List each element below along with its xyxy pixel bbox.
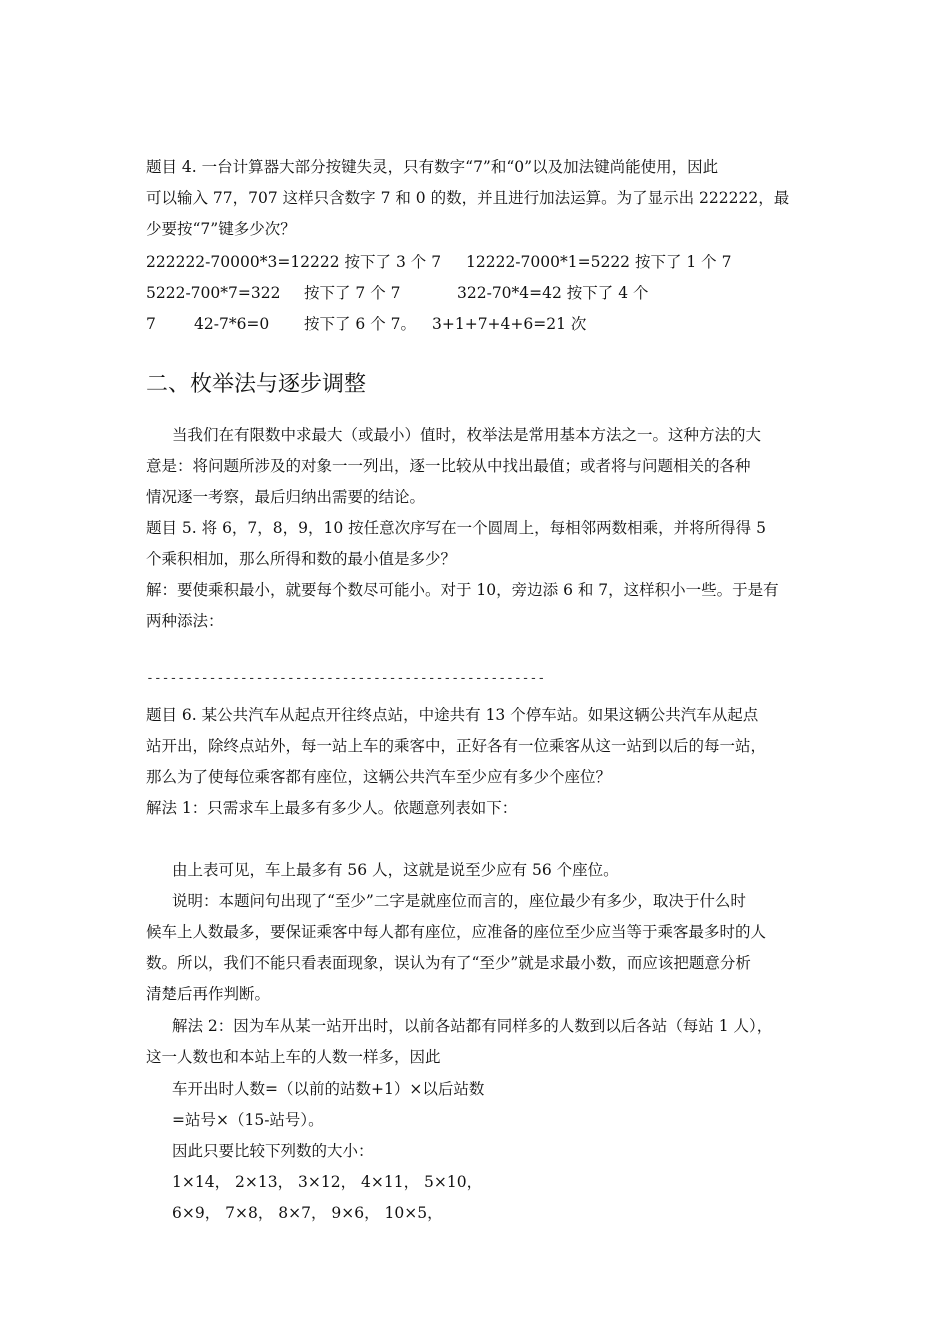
q6-method-2-line-2: 这一人数也和本站上车的人数一样多，因此 bbox=[146, 1048, 441, 1066]
q6-note-line-1: 说明：本题问句出现了“至少”二字是就座位而言的，座位最少有多少，取决于什么时 bbox=[172, 892, 746, 910]
q4-calc-row-3 bbox=[146, 314, 846, 334]
q6-compare-intro: 因此只要比较下列数的大小： bbox=[172, 1142, 374, 1160]
q6-formula-line-2: =站号×（15-站号）。 bbox=[172, 1111, 324, 1129]
q6-line-3: 那么为了使每位乘客都有座位，这辆公共汽车至少应有多少个座位？ bbox=[146, 768, 612, 786]
q6-line-2: 站开出，除终点站外，每一站上车的乘客中，正好各有一位乘客从这一站到以后的每一站， bbox=[146, 737, 767, 755]
q6-products-row-1: 1×14， 2×13， 3×12， 4×11， 5×10， bbox=[172, 1173, 483, 1191]
q5-solution-line-2: 两种添法： bbox=[146, 612, 224, 630]
q6-line-1: 题目 6. 某公共汽车从起点开往终点站，中途共有 13 个停车站。如果这辆公共汽车从起点 bbox=[146, 706, 759, 724]
q6-products-row-2: 6×9， 7×8， 8×7， 9×6， 10×5， bbox=[172, 1204, 443, 1222]
q4-calc-step-5-note: 按下了 6 个 7。 bbox=[304, 315, 417, 333]
q4-calc-step-2: 12222-7000*1=5222 按下了 1 个 7 bbox=[466, 253, 732, 271]
q5-line-1: 题目 5. 将 6，7，8，9，10 按任意次序写在一个圆周上，每相邻两数相乘，并将所得得 5 bbox=[146, 519, 766, 537]
q4-calc-step-5: 42-7*6=0 bbox=[194, 315, 270, 333]
dashed-separator: --------------------------------------------------- bbox=[146, 671, 546, 686]
q5-line-2: 个乘积相加，那么所得和数的最小值是多少？ bbox=[146, 550, 457, 568]
q4-calc-step-3: 5222-700*7=322 bbox=[146, 284, 281, 302]
q4-line-3: 少要按“7”键多少次？ bbox=[146, 220, 296, 238]
q6-note-line-3: 数。所以，我们不能只看表面现象，误认为有了“至少”就是求最小数，而应该把题意分析 bbox=[146, 954, 751, 972]
q4-calc-step-4-tail: 7 bbox=[146, 315, 156, 333]
q4-calc-row-2 bbox=[146, 283, 846, 303]
q6-note-line-2: 候车上人数最多，要保证乘客中每人都有座位，应准备的座位至少应当等于乘客最多时的人 bbox=[146, 923, 767, 941]
q6-formula-line-1: 车开出时人数=（以前的站数+1）×以后站数 bbox=[172, 1080, 485, 1098]
q4-line-2: 可以输入 77，707 这样只含数字 7 和 0 的数，并且进行加法运算。为了显示出 222222，最 bbox=[146, 189, 790, 207]
section2-para-line-2: 意是：将问题所涉及的对象一一列出，逐一比较从中找出最值；或者将与问题相关的各种 bbox=[146, 457, 751, 475]
q4-calc-step-1: 222222-70000*3=12222 按下了 3 个 7 bbox=[146, 253, 442, 271]
q5-solution-line-1: 解：要使乘积最小，就要每个数尽可能小。对于 10，旁边添 6 和 7，这样积小一些。于是有 bbox=[146, 581, 779, 599]
q4-calc-step-3-note: 按下了 7 个 7 bbox=[304, 284, 401, 302]
section-heading: 二、枚举法与逐步调整 bbox=[146, 372, 367, 397]
q6-conclusion-line: 由上表可见，车上最多有 56 人，这就是说至少应有 56 个座位。 bbox=[172, 861, 619, 879]
q4-line-1: 题目 4. 一台计算器大部分按键失灵，只有数字“7”和“0”以及加法键尚能使用，因此 bbox=[146, 158, 719, 176]
q6-method-2-line-1: 解法 2：因为车从某一站开出时，以前各站都有同样多的人数到以后各站（每站 1 人）， bbox=[172, 1017, 773, 1035]
q6-method-1-line: 解法 1：只需求车上最多有多少人。依题意列表如下： bbox=[146, 799, 518, 817]
q6-note-line-4: 清楚后再作判断。 bbox=[146, 985, 271, 1003]
section2-para-line-3: 情况逐一考察，最后归纳出需要的结论。 bbox=[146, 488, 426, 506]
q4-calc-total: 3+1+7+4+6=21 次 bbox=[432, 315, 587, 333]
q4-calc-row-1 bbox=[146, 252, 846, 272]
section2-para-line-1: 当我们在有限数中求最大（或最小）值时，枚举法是常用基本方法之一。这种方法的大 bbox=[172, 426, 762, 444]
q4-calc-step-4: 322-70*4=42 按下了 4 个 bbox=[457, 284, 649, 302]
